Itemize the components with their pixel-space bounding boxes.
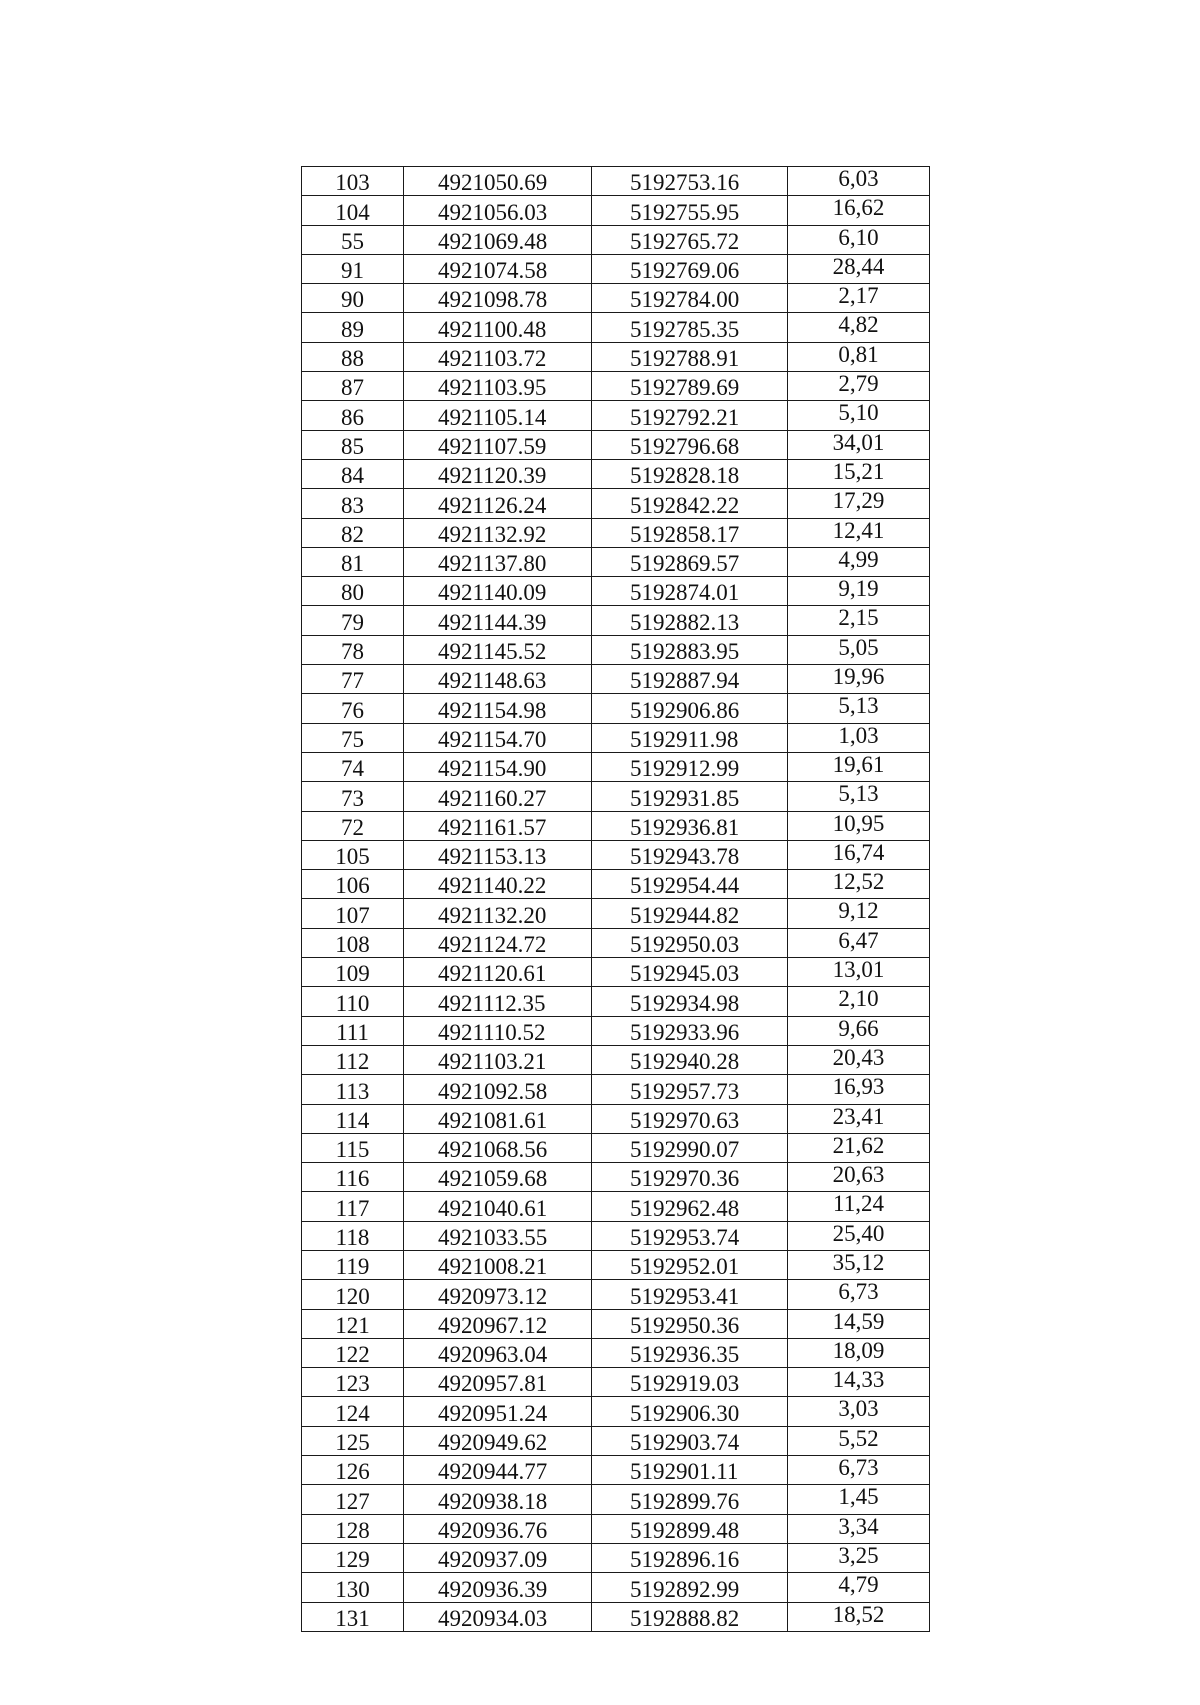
x-coordinate-cell: 4920937.09 [404, 1543, 592, 1572]
y-coordinate-cell: 5192936.35 [592, 1338, 788, 1367]
table-row [302, 1075, 930, 1104]
segment-length-cell: 4,79 [788, 1573, 930, 1602]
table-row [302, 928, 930, 957]
table-row [302, 1104, 930, 1133]
x-coordinate-cell: 4921140.22 [404, 870, 592, 899]
table-row [302, 1338, 930, 1367]
x-coordinate-cell: 4921107.59 [404, 430, 592, 459]
x-coordinate-cell: 4921154.90 [404, 752, 592, 781]
y-coordinate-cell: 5192953.41 [592, 1280, 788, 1309]
table-row [302, 284, 930, 313]
x-coordinate-cell: 4921056.03 [404, 196, 592, 225]
point-number-cell: 127 [302, 1485, 404, 1514]
coordinate-table [301, 166, 930, 1632]
point-number-cell: 85 [302, 430, 404, 459]
point-number-cell: 131 [302, 1602, 404, 1631]
point-number-cell: 130 [302, 1573, 404, 1602]
table-row [302, 870, 930, 899]
point-number-cell: 72 [302, 811, 404, 840]
point-number-cell: 88 [302, 342, 404, 371]
x-coordinate-cell: 4921144.39 [404, 606, 592, 635]
x-coordinate-cell: 4920957.81 [404, 1368, 592, 1397]
table-row [302, 665, 930, 694]
y-coordinate-cell: 5192944.82 [592, 899, 788, 928]
x-coordinate-cell: 4921098.78 [404, 284, 592, 313]
segment-length-cell: 21,62 [788, 1133, 930, 1162]
table-row [302, 811, 930, 840]
x-coordinate-cell: 4920963.04 [404, 1338, 592, 1367]
y-coordinate-cell: 5192931.85 [592, 782, 788, 811]
point-number-cell: 104 [302, 196, 404, 225]
y-coordinate-cell: 5192940.28 [592, 1045, 788, 1074]
point-number-cell: 115 [302, 1133, 404, 1162]
segment-length-cell: 2,15 [788, 606, 930, 635]
point-number-cell: 121 [302, 1309, 404, 1338]
x-coordinate-cell: 4921050.69 [404, 167, 592, 196]
y-coordinate-cell: 5192755.95 [592, 196, 788, 225]
y-coordinate-cell: 5192943.78 [592, 840, 788, 869]
table-row [302, 987, 930, 1016]
segment-length-cell: 2,79 [788, 372, 930, 401]
x-coordinate-cell: 4921068.56 [404, 1133, 592, 1162]
point-number-cell: 112 [302, 1045, 404, 1074]
y-coordinate-cell: 5192912.99 [592, 752, 788, 781]
point-number-cell: 126 [302, 1456, 404, 1485]
y-coordinate-cell: 5192970.63 [592, 1104, 788, 1133]
segment-length-cell: 35,12 [788, 1250, 930, 1279]
segment-length-cell: 16,62 [788, 196, 930, 225]
segment-length-cell: 5,05 [788, 635, 930, 664]
segment-length-cell: 3,34 [788, 1514, 930, 1543]
table-row [302, 518, 930, 547]
point-number-cell: 55 [302, 225, 404, 254]
y-coordinate-cell: 5192934.98 [592, 987, 788, 1016]
point-number-cell: 83 [302, 489, 404, 518]
segment-length-cell: 6,73 [788, 1280, 930, 1309]
point-number-cell: 111 [302, 1016, 404, 1045]
y-coordinate-cell: 5192952.01 [592, 1250, 788, 1279]
point-number-cell: 113 [302, 1075, 404, 1104]
segment-length-cell: 1,03 [788, 723, 930, 752]
x-coordinate-cell: 4920949.62 [404, 1426, 592, 1455]
table-row [302, 1368, 930, 1397]
y-coordinate-cell: 5192899.48 [592, 1514, 788, 1543]
segment-length-cell: 4,82 [788, 313, 930, 342]
y-coordinate-cell: 5192869.57 [592, 547, 788, 576]
x-coordinate-cell: 4921124.72 [404, 928, 592, 957]
point-number-cell: 75 [302, 723, 404, 752]
x-coordinate-cell: 4921120.39 [404, 459, 592, 488]
point-number-cell: 86 [302, 401, 404, 430]
x-coordinate-cell: 4921148.63 [404, 665, 592, 694]
x-coordinate-cell: 4920938.18 [404, 1485, 592, 1514]
point-number-cell: 110 [302, 987, 404, 1016]
y-coordinate-cell: 5192957.73 [592, 1075, 788, 1104]
table-row [302, 1280, 930, 1309]
table-row [302, 899, 930, 928]
point-number-cell: 90 [302, 284, 404, 313]
x-coordinate-cell: 4921112.35 [404, 987, 592, 1016]
table-row [302, 958, 930, 987]
table-row [302, 723, 930, 752]
x-coordinate-cell: 4921154.98 [404, 694, 592, 723]
table-row [302, 1573, 930, 1602]
y-coordinate-cell: 5192784.00 [592, 284, 788, 313]
table-row [302, 1514, 930, 1543]
segment-length-cell: 0,81 [788, 342, 930, 371]
y-coordinate-cell: 5192970.36 [592, 1163, 788, 1192]
point-number-cell: 79 [302, 606, 404, 635]
y-coordinate-cell: 5192919.03 [592, 1368, 788, 1397]
point-number-cell: 77 [302, 665, 404, 694]
x-coordinate-cell: 4921126.24 [404, 489, 592, 518]
segment-length-cell: 19,61 [788, 752, 930, 781]
segment-length-cell: 5,13 [788, 782, 930, 811]
y-coordinate-cell: 5192892.99 [592, 1573, 788, 1602]
segment-length-cell: 15,21 [788, 459, 930, 488]
y-coordinate-cell: 5192883.95 [592, 635, 788, 664]
table-row [302, 459, 930, 488]
point-number-cell: 129 [302, 1543, 404, 1572]
x-coordinate-cell: 4921140.09 [404, 577, 592, 606]
table-row [302, 372, 930, 401]
point-number-cell: 125 [302, 1426, 404, 1455]
segment-length-cell: 18,09 [788, 1338, 930, 1367]
y-coordinate-cell: 5192769.06 [592, 254, 788, 283]
table-row [302, 1016, 930, 1045]
table-row [302, 1192, 930, 1221]
point-number-cell: 108 [302, 928, 404, 957]
table-row [302, 313, 930, 342]
y-coordinate-cell: 5192899.76 [592, 1485, 788, 1514]
point-number-cell: 89 [302, 313, 404, 342]
segment-length-cell: 6,03 [788, 167, 930, 196]
table-row [302, 401, 930, 430]
x-coordinate-cell: 4921100.48 [404, 313, 592, 342]
y-coordinate-cell: 5192858.17 [592, 518, 788, 547]
segment-length-cell: 5,52 [788, 1426, 930, 1455]
table-row [302, 694, 930, 723]
segment-length-cell: 20,63 [788, 1163, 930, 1192]
x-coordinate-cell: 4920973.12 [404, 1280, 592, 1309]
y-coordinate-cell: 5192962.48 [592, 1192, 788, 1221]
point-number-cell: 91 [302, 254, 404, 283]
y-coordinate-cell: 5192990.07 [592, 1133, 788, 1162]
table-row [302, 577, 930, 606]
table-row [302, 1250, 930, 1279]
y-coordinate-cell: 5192911.98 [592, 723, 788, 752]
point-number-cell: 118 [302, 1221, 404, 1250]
point-number-cell: 107 [302, 899, 404, 928]
table-row [302, 1543, 930, 1572]
x-coordinate-cell: 4921092.58 [404, 1075, 592, 1104]
x-coordinate-cell: 4921103.95 [404, 372, 592, 401]
segment-length-cell: 11,24 [788, 1192, 930, 1221]
point-number-cell: 80 [302, 577, 404, 606]
table-row [302, 489, 930, 518]
x-coordinate-cell: 4921008.21 [404, 1250, 592, 1279]
x-coordinate-cell: 4921074.58 [404, 254, 592, 283]
x-coordinate-cell: 4920944.77 [404, 1456, 592, 1485]
x-coordinate-cell: 4921132.20 [404, 899, 592, 928]
table-row [302, 225, 930, 254]
y-coordinate-cell: 5192936.81 [592, 811, 788, 840]
y-coordinate-cell: 5192796.68 [592, 430, 788, 459]
point-number-cell: 103 [302, 167, 404, 196]
table-row [302, 1456, 930, 1485]
table-row [302, 635, 930, 664]
x-coordinate-cell: 4921120.61 [404, 958, 592, 987]
point-number-cell: 105 [302, 840, 404, 869]
point-number-cell: 73 [302, 782, 404, 811]
segment-length-cell: 10,95 [788, 811, 930, 840]
y-coordinate-cell: 5192896.16 [592, 1543, 788, 1572]
table-row [302, 1426, 930, 1455]
segment-length-cell: 34,01 [788, 430, 930, 459]
point-number-cell: 123 [302, 1368, 404, 1397]
y-coordinate-cell: 5192753.16 [592, 167, 788, 196]
point-number-cell: 116 [302, 1163, 404, 1192]
y-coordinate-cell: 5192945.03 [592, 958, 788, 987]
segment-length-cell: 12,52 [788, 870, 930, 899]
point-number-cell: 78 [302, 635, 404, 664]
segment-length-cell: 23,41 [788, 1104, 930, 1133]
table-row [302, 1397, 930, 1426]
point-number-cell: 120 [302, 1280, 404, 1309]
table-row [302, 1221, 930, 1250]
segment-length-cell: 25,40 [788, 1221, 930, 1250]
segment-length-cell: 3,03 [788, 1397, 930, 1426]
y-coordinate-cell: 5192874.01 [592, 577, 788, 606]
segment-length-cell: 17,29 [788, 489, 930, 518]
point-number-cell: 122 [302, 1338, 404, 1367]
table-row [302, 1309, 930, 1338]
segment-length-cell: 6,73 [788, 1456, 930, 1485]
point-number-cell: 119 [302, 1250, 404, 1279]
point-number-cell: 117 [302, 1192, 404, 1221]
y-coordinate-cell: 5192788.91 [592, 342, 788, 371]
y-coordinate-cell: 5192888.82 [592, 1602, 788, 1631]
y-coordinate-cell: 5192950.36 [592, 1309, 788, 1338]
y-coordinate-cell: 5192828.18 [592, 459, 788, 488]
x-coordinate-cell: 4920934.03 [404, 1602, 592, 1631]
y-coordinate-cell: 5192792.21 [592, 401, 788, 430]
y-coordinate-cell: 5192882.13 [592, 606, 788, 635]
x-coordinate-cell: 4921040.61 [404, 1192, 592, 1221]
segment-length-cell: 1,45 [788, 1485, 930, 1514]
x-coordinate-cell: 4921132.92 [404, 518, 592, 547]
table-row [302, 547, 930, 576]
y-coordinate-cell: 5192953.74 [592, 1221, 788, 1250]
table-row [302, 1163, 930, 1192]
y-coordinate-cell: 5192789.69 [592, 372, 788, 401]
table-row [302, 840, 930, 869]
segment-length-cell: 6,47 [788, 928, 930, 957]
y-coordinate-cell: 5192954.44 [592, 870, 788, 899]
x-coordinate-cell: 4921154.70 [404, 723, 592, 752]
table-row [302, 606, 930, 635]
coordinate-table-body [302, 167, 930, 1632]
point-number-cell: 82 [302, 518, 404, 547]
y-coordinate-cell: 5192887.94 [592, 665, 788, 694]
segment-length-cell: 18,52 [788, 1602, 930, 1631]
segment-length-cell: 14,59 [788, 1309, 930, 1338]
x-coordinate-cell: 4921160.27 [404, 782, 592, 811]
table-row [302, 1133, 930, 1162]
point-number-cell: 114 [302, 1104, 404, 1133]
segment-length-cell: 9,12 [788, 899, 930, 928]
y-coordinate-cell: 5192901.11 [592, 1456, 788, 1485]
y-coordinate-cell: 5192906.86 [592, 694, 788, 723]
segment-length-cell: 16,93 [788, 1075, 930, 1104]
segment-length-cell: 19,96 [788, 665, 930, 694]
x-coordinate-cell: 4921081.61 [404, 1104, 592, 1133]
table-row [302, 196, 930, 225]
table-row [302, 1485, 930, 1514]
segment-length-cell: 6,10 [788, 225, 930, 254]
segment-length-cell: 2,10 [788, 987, 930, 1016]
segment-length-cell: 9,19 [788, 577, 930, 606]
y-coordinate-cell: 5192765.72 [592, 225, 788, 254]
segment-length-cell: 14,33 [788, 1368, 930, 1397]
point-number-cell: 74 [302, 752, 404, 781]
segment-length-cell: 5,10 [788, 401, 930, 430]
x-coordinate-cell: 4920936.39 [404, 1573, 592, 1602]
x-coordinate-cell: 4921059.68 [404, 1163, 592, 1192]
table-row [302, 430, 930, 459]
segment-length-cell: 12,41 [788, 518, 930, 547]
point-number-cell: 109 [302, 958, 404, 987]
table-row [302, 782, 930, 811]
point-number-cell: 87 [302, 372, 404, 401]
segment-length-cell: 2,17 [788, 284, 930, 313]
y-coordinate-cell: 5192842.22 [592, 489, 788, 518]
point-number-cell: 128 [302, 1514, 404, 1543]
table-row [302, 752, 930, 781]
x-coordinate-cell: 4921069.48 [404, 225, 592, 254]
x-coordinate-cell: 4921033.55 [404, 1221, 592, 1250]
x-coordinate-cell: 4921137.80 [404, 547, 592, 576]
table-row [302, 1045, 930, 1074]
table-row [302, 167, 930, 196]
point-number-cell: 84 [302, 459, 404, 488]
point-number-cell: 124 [302, 1397, 404, 1426]
x-coordinate-cell: 4920967.12 [404, 1309, 592, 1338]
y-coordinate-cell: 5192933.96 [592, 1016, 788, 1045]
y-coordinate-cell: 5192785.35 [592, 313, 788, 342]
table-row [302, 342, 930, 371]
segment-length-cell: 13,01 [788, 958, 930, 987]
x-coordinate-cell: 4920936.76 [404, 1514, 592, 1543]
x-coordinate-cell: 4921161.57 [404, 811, 592, 840]
segment-length-cell: 3,25 [788, 1543, 930, 1572]
point-number-cell: 81 [302, 547, 404, 576]
x-coordinate-cell: 4921103.21 [404, 1045, 592, 1074]
x-coordinate-cell: 4920951.24 [404, 1397, 592, 1426]
y-coordinate-cell: 5192903.74 [592, 1426, 788, 1455]
segment-length-cell: 16,74 [788, 840, 930, 869]
x-coordinate-cell: 4921105.14 [404, 401, 592, 430]
segment-length-cell: 9,66 [788, 1016, 930, 1045]
segment-length-cell: 28,44 [788, 254, 930, 283]
x-coordinate-cell: 4921153.13 [404, 840, 592, 869]
point-number-cell: 76 [302, 694, 404, 723]
x-coordinate-cell: 4921145.52 [404, 635, 592, 664]
y-coordinate-cell: 5192906.30 [592, 1397, 788, 1426]
x-coordinate-cell: 4921103.72 [404, 342, 592, 371]
table-row [302, 1602, 930, 1631]
y-coordinate-cell: 5192950.03 [592, 928, 788, 957]
segment-length-cell: 5,13 [788, 694, 930, 723]
point-number-cell: 106 [302, 870, 404, 899]
segment-length-cell: 4,99 [788, 547, 930, 576]
segment-length-cell: 20,43 [788, 1045, 930, 1074]
table-row [302, 254, 930, 283]
x-coordinate-cell: 4921110.52 [404, 1016, 592, 1045]
